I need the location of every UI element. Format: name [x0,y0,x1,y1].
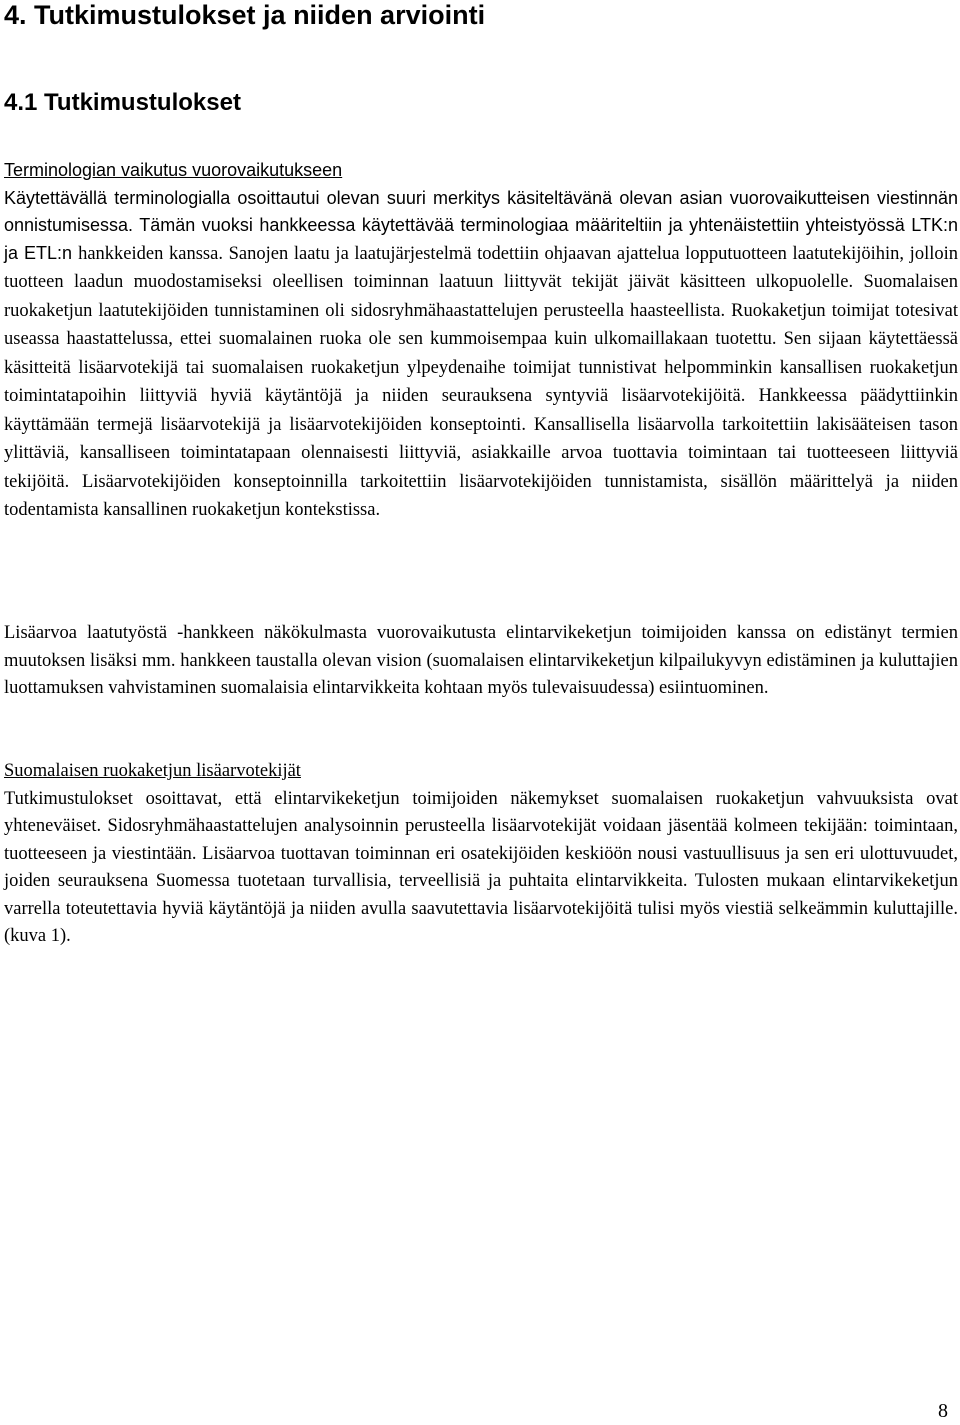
interaction-paragraph: Lisäarvoa laatutyöstä -hankkeen näkökulmasta vuorovaikutusta elintarvikeketjun toimijoiden kanssa on edistänyt termien muutoksen lisäksi mm. hankkeen taustalla olevan vision (suomalaisen elintarvikeketjun kilpailukyvyn edistäminen ja kuluttajien luottamuksen vahvistaminen suomalaisia elintarvikkeita kohtaan myös tulevaisuudessa) esiintuominen. [4,623,958,698]
chapter-title: 4. Tutkimustulokset ja niiden arviointi [4,0,486,30]
page-number: 8 [938,1400,948,1422]
terminology-text-sans: Käytettävällä terminologialla osoittautui olevan suuri merkitys käsiteltävänä olevan asian vuorovaikutteisen viestinnän onnistumisessa. Tämän vuoksi hankkeessa käytettävää terminologiaa määriteltiin ja yhtenäistettiin yhteistyössä LTK:n ja ETL:n [4,187,958,263]
section-title: 4.1 Tutkimustulokset [4,89,241,116]
terminology-heading: Terminologian vaikutus vuorovaikutukseen [4,160,343,180]
terminology-section [4,157,958,525]
interaction-section [4,620,958,703]
added-value-section [4,758,958,951]
added-value-heading: Suomalaisen ruokaketjun lisäarvotekijät [4,761,301,781]
terminology-paragraph [4,185,958,525]
terminology-text-serif: hankkeiden kanssa. Sanojen laatu ja laatujärjestelmä todettiin ohjaavan ajattelua lopputuotteen laatutekijöihin, jolloin tuotteen laadun muodostamiseksi oleellisen toiminnan laatuun liittyvät tekijät jäivät käsitteen ulkopuolelle. Suomalaisen ruokaketjun laatutekijöiden tunnistaminen oli sidosryhmähaastattelujen perusteella haasteellista. Ruokaketjun toimijat totesivat useassa haastattelussa, ettei suomalainen ruoka ole sen kummoisempaa kuin ulkomaillakaan tuotettu. Sen sijaan käytettäessä käsitteitä lisäarvotekijä tai suomalaisen ruokaketjun ylpeydenaihe toimijat tunnistivat helpomminkin kansallisen ruokaketjun toimintatapoihin liittyviä hyviä käytäntöjä ja niiden seurauksena syntyviä lisäarvotekijöitä. Hankkeessa päädyttiinkin käyttämään termejä lisäarvotekijä ja lisäarvotekijöiden konseptointi. Kansallisella lisäarvolla tarkoitettiin lakisääteisen tason ylittäviä, kansalliseen toimintatapaan olennaisesti liittyviä, asiakkaille arvoa tuottavia toimintaan tai tuotteeseen liittyviä tekijöitä. Lisäarvotekijöiden konseptoinnilla tarkoitettiin lisäarvotekijöiden tunnistamista, sisällön määrittelyä ja niiden todentamista kansallinen ruokaketjun kontekstissa. [4,243,958,520]
added-value-paragraph: Tutkimustulokset osoittavat, että elintarvikeketjun toimijoiden näkemykset suomalaisen ruokaketjun vahvuuksista ovat yhteneväiset. Sidosryhmähaastattelujen analysoinnin perusteella lisäarvotekijät voidaan jäsentää kolmeen tekijään: toimintaan, tuotteeseen ja viestintään. Lisäarvoa tuottavan toiminnan eri osatekijöiden keskiöön nousi vastuullisuus ja sen eri ulottuvuudet, joiden seurauksena Suomessa tuotetaan turvallisia, terveellisiä ja puhtaita elintarvikkeita. Tulosten mukaan elintarvikeketjun varrella toteutettavia hyviä käytäntöjä ja niiden avulla saavutettavia lisäarvotekijöitä tulisi myös viestiä selkeämmin kuluttajille. (kuva 1). [4,788,958,946]
